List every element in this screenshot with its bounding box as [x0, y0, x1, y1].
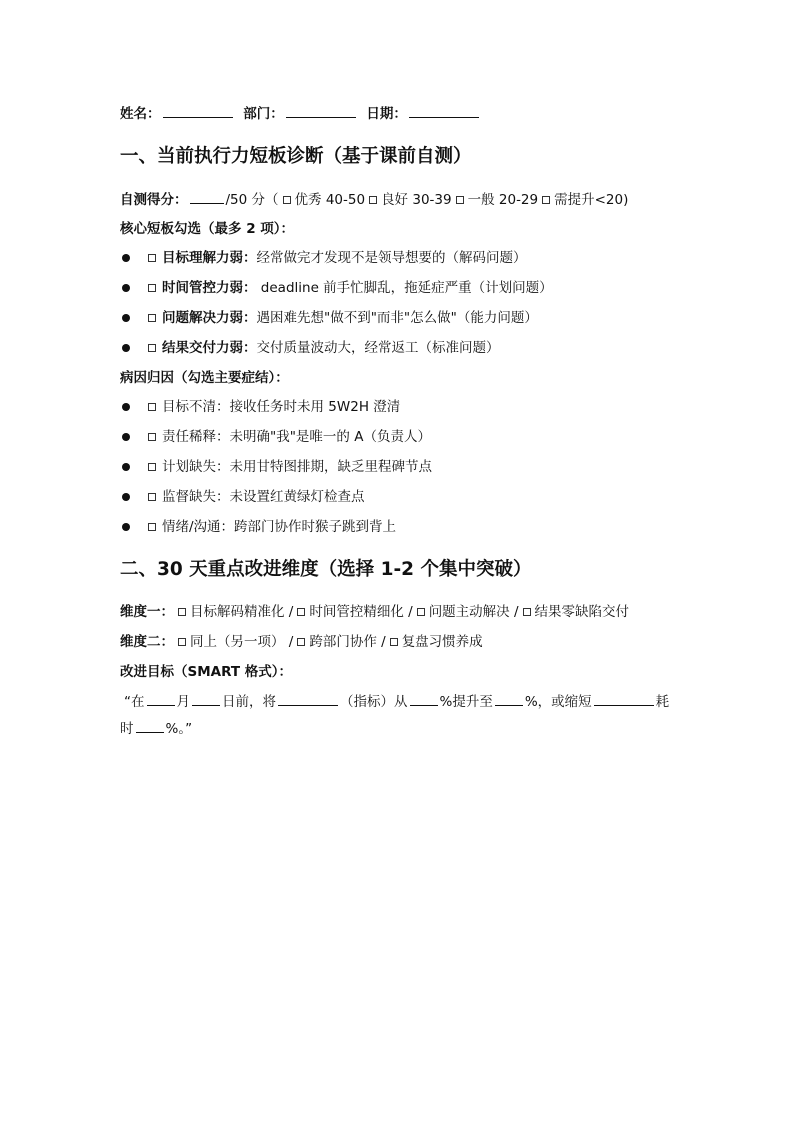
goal-text: 日前，将	[222, 694, 276, 710]
item-name: 时间管控力弱：	[162, 280, 257, 296]
score-option: 良好 30-39	[381, 192, 452, 208]
goal-text: 月	[176, 694, 190, 710]
bullet	[122, 284, 130, 292]
bullet	[122, 433, 130, 441]
checkbox[interactable]	[178, 608, 186, 616]
item-desc: 经常做完才发现不是领导想要的（解码问题）	[256, 250, 527, 266]
bullet	[122, 463, 130, 471]
date-blank[interactable]	[409, 104, 479, 118]
checkbox[interactable]	[148, 493, 156, 501]
score-option: 一般 20-29	[467, 192, 539, 208]
dimension-two-line: 维度二： 同上（另一项） / 跨部门协作 / 复盘习惯养成	[120, 634, 483, 650]
cause-label: 病因归因（勾选主要症结）：	[120, 370, 289, 386]
checkbox[interactable]	[456, 196, 464, 204]
bullet	[122, 344, 130, 352]
score-option: 优秀 40-50	[294, 192, 366, 208]
score-suffix: /50 分（	[225, 192, 279, 208]
goal-sentence-line1	[124, 692, 669, 711]
percent-blank[interactable]	[136, 719, 164, 733]
checkbox[interactable]	[369, 196, 377, 204]
item-desc: 遇困难先想"做不到"而非"怎么做"（能力问题）	[256, 310, 538, 326]
checkbox[interactable]	[148, 403, 156, 411]
item-desc: deadline 前手忙脚乱，拖延症严重（计划问题）	[256, 280, 553, 296]
checkbox[interactable]	[148, 463, 156, 471]
checkbox[interactable]	[148, 254, 156, 262]
cause-text: 情绪/沟通：跨部门协作时猴子跳到背上	[162, 519, 397, 535]
dim-option: 问题主动解决	[428, 604, 510, 620]
item-name: 问题解决力弱：	[162, 310, 257, 326]
bullet	[122, 493, 130, 501]
checkbox[interactable]	[297, 638, 305, 646]
item-name: 结果交付力弱：	[162, 340, 257, 356]
day-blank[interactable]	[192, 692, 220, 706]
goal-text: 耗	[655, 694, 670, 710]
checkbox[interactable]	[523, 608, 531, 616]
checkbox[interactable]	[148, 523, 156, 531]
list-item	[146, 428, 431, 446]
cause-text: 责任稀释：未明确"我"是唯一的 A（负责人）	[162, 429, 431, 445]
dim1-label: 维度一：	[120, 604, 174, 620]
cause-text: 目标不清：接收任务时未用 5W2H 澄清	[162, 399, 401, 415]
goal-text: %。”	[165, 721, 193, 737]
goal-text: %，或缩短	[524, 694, 592, 710]
bullet	[122, 314, 130, 322]
cause-text: 计划缺失：未用甘特图排期，缺乏里程碑节点	[162, 459, 432, 475]
goal-text: %提升至	[439, 694, 493, 710]
month-blank[interactable]	[147, 692, 175, 706]
item-desc: 交付质量波动大，经常返工（标准问题）	[256, 340, 500, 356]
item-name: 目标理解力弱：	[162, 250, 257, 266]
checkbox[interactable]	[417, 608, 425, 616]
list-item	[146, 279, 553, 297]
list-item	[146, 398, 400, 416]
dim-option: 结果零缺陷交付	[534, 604, 630, 620]
name-label: 姓名：	[120, 106, 161, 122]
list-item	[146, 339, 500, 357]
dim-option: 复盘习惯养成	[401, 634, 483, 650]
dim2-label: 维度二：	[120, 634, 174, 650]
checkbox[interactable]	[297, 608, 305, 616]
score-line	[120, 190, 628, 209]
checkbox[interactable]	[148, 433, 156, 441]
list-item	[146, 309, 538, 327]
score-label: 自测得分：	[120, 192, 188, 208]
dimension-one-line: 维度一： 目标解码精准化 / 时间管控精细化 / 问题主动解决 / 结果零缺陷交付	[120, 604, 630, 620]
dept-label: 部门：	[243, 106, 284, 122]
reduce-blank[interactable]	[594, 692, 654, 706]
section1-title: 一、当前执行力短板诊断（基于课前自测）	[120, 146, 472, 167]
dept-blank[interactable]	[286, 104, 356, 118]
checkbox[interactable]	[148, 344, 156, 352]
score-blank[interactable]	[190, 190, 224, 204]
bullet	[122, 403, 130, 411]
goal-label: 改进目标（SMART 格式）：	[120, 664, 293, 680]
checkbox[interactable]	[283, 196, 291, 204]
checkbox[interactable]	[390, 638, 398, 646]
bullet	[122, 254, 130, 262]
list-item	[146, 249, 527, 267]
section2-title: 二、30 天重点改进维度（选择 1-2 个集中突破）	[120, 559, 532, 580]
cause-text: 监督缺失：未设置红黄绿灯检查点	[162, 489, 365, 505]
list-item	[146, 488, 365, 506]
score-option: 需提升<20)	[554, 192, 629, 208]
header-fields	[120, 104, 481, 123]
checkbox[interactable]	[148, 284, 156, 292]
dim-option: 跨部门协作	[309, 634, 377, 650]
metric-blank[interactable]	[278, 692, 338, 706]
checkbox[interactable]	[148, 314, 156, 322]
list-item	[146, 458, 432, 476]
goal-text: （指标）从	[340, 694, 408, 710]
name-blank[interactable]	[163, 104, 233, 118]
dim-option: 同上（另一项）	[190, 634, 285, 650]
to-blank[interactable]	[495, 692, 523, 706]
bullet	[122, 523, 130, 531]
list-item	[146, 518, 396, 536]
date-label: 日期：	[366, 106, 407, 122]
dim-option: 时间管控精细化	[309, 604, 404, 620]
checkbox[interactable]	[542, 196, 550, 204]
goal-text: “在	[124, 694, 145, 710]
core-label: 核心短板勾选（最多 2 项）：	[120, 221, 295, 237]
checkbox[interactable]	[178, 638, 186, 646]
dim-option: 目标解码精准化	[190, 604, 285, 620]
goal-text: 时	[120, 721, 134, 737]
goal-sentence-line2	[120, 719, 192, 738]
from-blank[interactable]	[410, 692, 438, 706]
